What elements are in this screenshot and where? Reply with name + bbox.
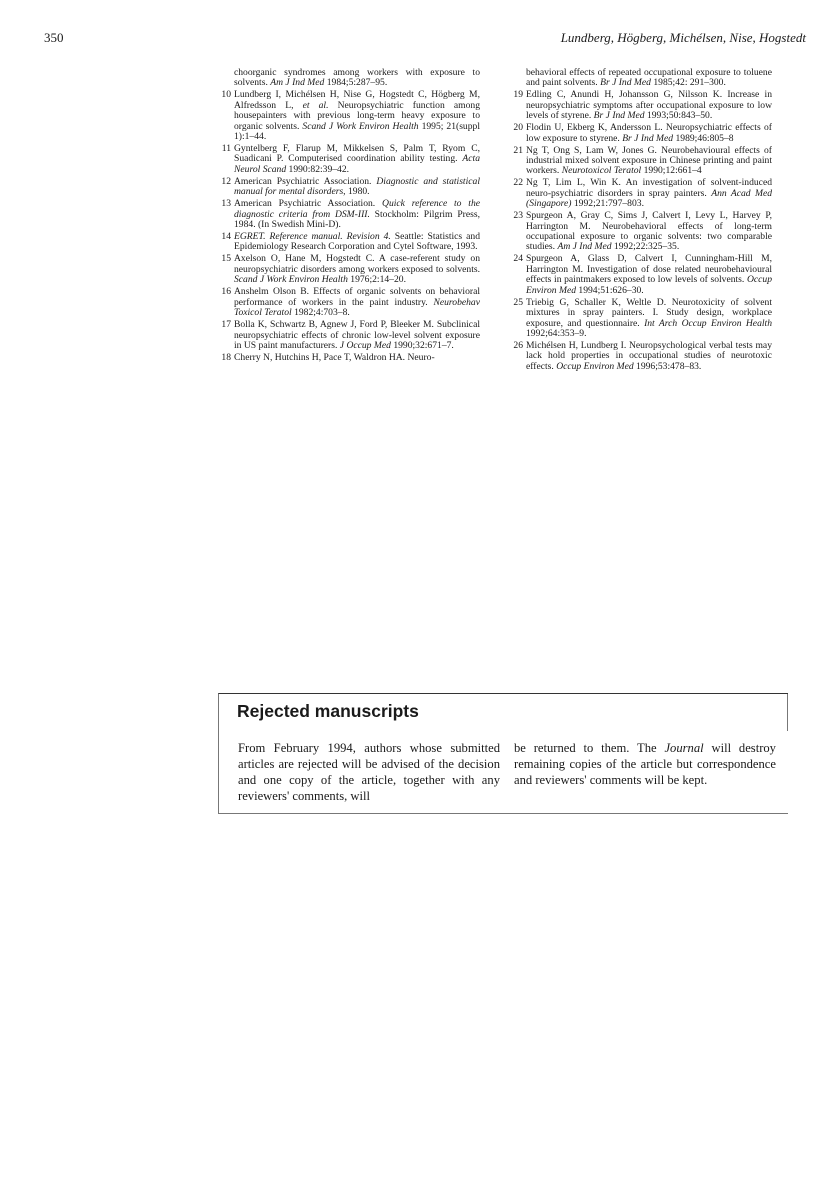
reference-text: behavioral effects of repeated occupational exposure to toluene and paint solvents. (526, 67, 772, 89)
reference-text: 1990:82:39–42. (286, 163, 350, 175)
reference-journal: Br J Ind Med (622, 132, 674, 144)
reference-text: Neuropsychiatric function among housepainters with previous long-term heavy exposure to organic solvents. (234, 99, 480, 132)
reference-journal: Neurotoxicol Teratol (561, 165, 642, 177)
reference-text: 1992;22:325–35. (611, 241, 680, 253)
reference-text: Triebig G, Schaller K, Weltle D. Neurotoxicity of solvent mixtures in spray painters. I. Study design, workplace exposure, and questionnaire. (526, 296, 772, 329)
rejected-manuscripts-notice (218, 693, 788, 814)
reference-text: Flodin U, Ekberg K, Andersson L. Neuropsychiatric effects of low exposure to styrene. (526, 122, 772, 144)
reference-text: 1980. (345, 186, 370, 198)
reference-journal: Acta Neurol Scand (234, 153, 480, 175)
reference-text: 1976;2:14–20. (347, 274, 406, 286)
reference-journal: Am J Ind Med (270, 77, 325, 89)
reference-text: 1993;50:843–50. (644, 110, 713, 122)
reference-number: 24 (513, 253, 523, 265)
reference-journal: Quick reference to the diagnostic criteria from DSM-III. (234, 198, 480, 220)
reference-number: 21 (513, 144, 523, 156)
reference-number: 25 (513, 296, 523, 308)
reference-text: 1995; 21(suppl 1):1–44. (234, 120, 480, 143)
reference-number: 10 (221, 89, 231, 101)
reference-journal: Scand J Work Environ Health (302, 120, 419, 132)
reference-text: 1982;4:703–8. (291, 307, 350, 319)
running-header-authors: Lundberg, Högberg, Michélsen, Nise, Hogstedt (560, 30, 806, 45)
reference-item (218, 353, 480, 363)
reference-text: 1992;21:797–803. (571, 198, 644, 210)
reference-journal: Occup Environ Med (526, 274, 772, 296)
page-number: 350 (44, 30, 64, 45)
reference-item (510, 341, 772, 372)
reference-text: 1996;53:478–83. (633, 360, 702, 372)
reference-item (510, 178, 772, 209)
reference-item (218, 177, 480, 198)
reference-journal: Occup Environ Med (556, 360, 634, 372)
reference-item (218, 144, 480, 175)
reference-text: Anshelm Olson B. Effects of organic solvents on behavioral performance of workers in the paint industry. (234, 286, 480, 308)
reference-text: Gyntelberg F, Flarup M, Mikkelsen S, Palm T, Ryom C, Suadicani P. Computerised coordination ability testing. (234, 143, 480, 165)
reference-item (218, 68, 480, 89)
reference-text: 1990;32:671–7. (390, 339, 454, 351)
reference-number: 18 (221, 351, 231, 363)
reference-journal: Br J Ind Med (593, 110, 645, 122)
notice-text-col1: From February 1994, authors whose submitted articles are rejected will be advised of the decision and one copy of the article, together with any reviewers' comments, will (238, 741, 500, 803)
reference-item (218, 90, 480, 142)
reference-journal: Scand J Work Environ Health (234, 274, 348, 286)
reference-item (218, 320, 480, 351)
reference-text: 1985;42: 291–300. (650, 77, 726, 89)
reference-journal: Neurobehav Toxicol Teratol (234, 296, 480, 319)
reference-text: American Psychiatric Association. (234, 198, 383, 210)
reference-item (218, 287, 480, 318)
reference-item (510, 146, 772, 177)
reference-text: 1992;64:353–9. (526, 327, 587, 339)
reference-text: Spurgeon A, Gray C, Sims J, Calvert I, Levy L, Harvey P, Harrington M. Neurobehavioral effects of long-term occupational exposure to organic solvents: two comparable studies. (526, 210, 772, 253)
reference-number: 16 (221, 286, 231, 298)
reference-text: Stockholm: Pilgrim Press, 1984. (In Swedish Mini-D). (234, 208, 480, 231)
reference-journal: Br J Ind Med (600, 77, 651, 89)
notice-title: Rejected manuscripts (237, 701, 419, 721)
reference-number: 23 (513, 210, 523, 222)
reference-journal: et al. (302, 99, 329, 111)
reference-number: 19 (513, 89, 523, 101)
reference-text: choorganic syndromes among workers with exposure to solvents. (234, 67, 480, 89)
reference-number: 13 (221, 198, 231, 210)
reference-item (510, 90, 772, 121)
reference-number: 11 (221, 143, 231, 155)
reference-number: 12 (221, 175, 231, 187)
reference-journal: Int Arch Occup Environ Health (644, 317, 772, 329)
reference-number: 14 (221, 231, 231, 243)
reference-journal: J Occup Med (339, 339, 391, 351)
notice-text-col2 (514, 740, 776, 788)
reference-text: Ng T, Lim L, Win K. An investigation of solvent-induced neuro-psychiatric disorders in spray painters. (526, 177, 772, 199)
notice-journal-word: Journal (664, 741, 704, 755)
reference-journal: EGRET. Reference manual. Revision 4. (234, 231, 391, 243)
reference-item (510, 298, 772, 340)
references-column-right (510, 68, 772, 374)
notice-text-col2-b: will destroy remaining copies of the article but correspondence and reviewers' comments will be kept. (514, 741, 776, 787)
reference-text: 1989;46:805–8 (673, 132, 734, 144)
reference-text: Lundberg I, Michélsen H, Nise G, Hogstedt C, Högberg M, Alfredsson L, (234, 89, 480, 111)
reference-item (218, 199, 480, 230)
reference-text: 1994;51:626–30. (576, 284, 644, 296)
notice-box-edge (787, 694, 788, 731)
reference-text: American Psychiatric Association. (234, 175, 377, 187)
reference-text: Bolla K, Schwartz B, Agnew J, Ford P, Bleeker M. Subclinical neuropsychiatric effects of chronic low-level solvent exposure in US paint manufacturers. (234, 319, 480, 351)
reference-number: 20 (513, 122, 523, 134)
reference-item (510, 254, 772, 296)
notice-text-col2-a: be returned to them. The (514, 741, 665, 755)
reference-text: 1990;12:661–4 (641, 165, 702, 177)
references-column-left (218, 68, 480, 365)
reference-text: Edling C, Anundi H, Johansson G, Nilsson K. Increase in neuropsychiatric symptoms after occupational exposure to low levels of styrene. (526, 89, 772, 122)
reference-journal: Diagnostic and statistical manual for mental disorders, (234, 175, 480, 198)
reference-item (218, 232, 480, 253)
reference-text: Axelson O, Hane M, Hogstedt C. A case-referent study on neuropsychiatric disorders among workers exposed to solvents. (234, 253, 480, 275)
reference-number: 26 (513, 339, 523, 351)
reference-number: 22 (513, 177, 523, 189)
reference-text: Ng T, Ong S, Lam W, Jones G. Neurobehavioural effects of industrial mixed solvent exposure in Chinese printing and paint workers. (526, 144, 772, 177)
reference-text: Spurgeon A, Glass D, Calvert I, Cunningham-Hill M, Harrington M. Investigation of dose related neurobehavioural effects in paintmakers exposed to low levels of solvents. (526, 253, 772, 286)
reference-item (218, 254, 480, 285)
reference-number: 17 (221, 319, 231, 331)
reference-text: Seattle: Statistics and Epidemiology Research Corporation and Cytel Software, 1993. (234, 231, 480, 253)
reference-number: 15 (221, 253, 231, 265)
reference-journal: Ann Acad Med (Singapore) (526, 187, 772, 210)
reference-text: Michélsen H, Lundberg I. Neuropsychological verbal tests may lack hold properties in occupational studies of neurotoxic effects. (526, 339, 772, 372)
reference-text: Cherry N, Hutchins H, Pace T, Waldron HA. Neuro- (234, 351, 435, 363)
reference-item (510, 211, 772, 253)
reference-item (510, 68, 772, 89)
reference-journal: Am J Ind Med (557, 241, 612, 253)
reference-item (510, 123, 772, 144)
reference-text: 1984;5:287–95. (324, 77, 388, 89)
